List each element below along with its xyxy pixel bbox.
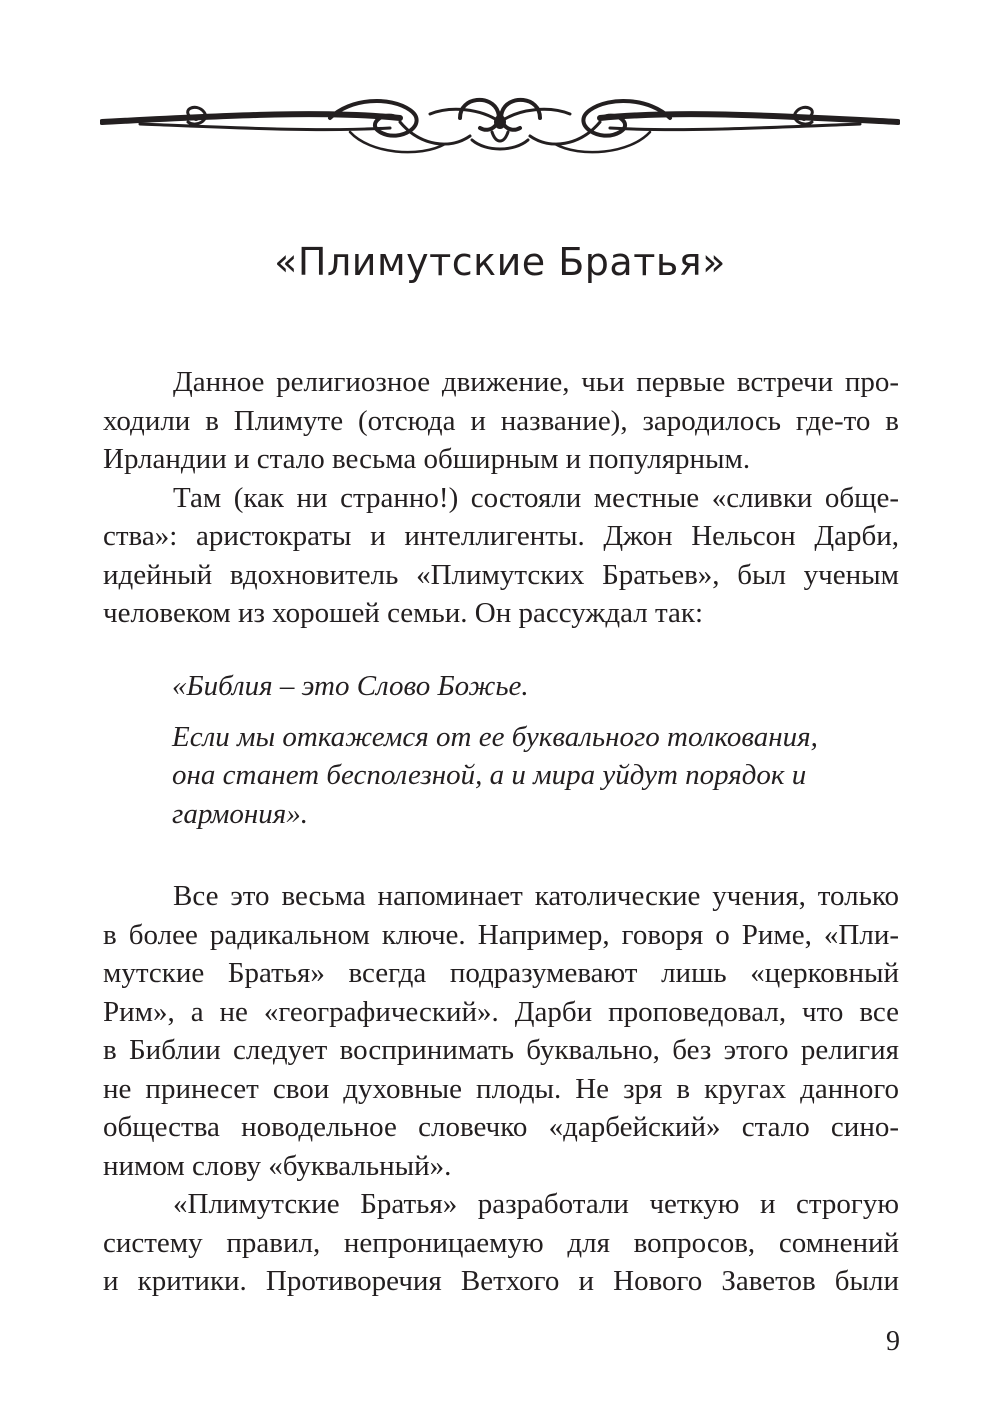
text-line: Рим», а не «географический». Дарби проповедовал, что все (103, 995, 899, 1028)
text-line: «Плимутские Братья» разработали четкую и строгую (173, 1188, 899, 1220)
paragraph (103, 1185, 899, 1301)
text-line: не принесет свои духовные плоды. Не зря в кругах данного (103, 1072, 899, 1105)
text-line: в более радикальном ключе. Например, говоря о Риме, «Пли- (103, 918, 899, 951)
paragraph (103, 363, 899, 479)
text-line: идейный вдохновитель «Плимутских Братьев», был ученым (103, 558, 899, 591)
text-line: общества новодельное словечко «дарбейский» стало сино- (103, 1111, 899, 1143)
quote-line: гармония». (172, 797, 308, 830)
text-line: и критики. Противоречия Ветхого и Нового Заветов были (103, 1265, 899, 1297)
text-line: Там (как ни странно!) состояли местные «сливки обще- (173, 481, 899, 514)
chapter-title: «Плимутские Братья» (274, 240, 726, 284)
text-line: ства»: аристократы и интеллигенты. Джон Нельсон Дарби, (103, 520, 899, 552)
paragraph (103, 479, 899, 633)
body-text-block-1 (103, 363, 899, 633)
text-line: в Библии следует воспринимать буквально, без этого религия (103, 1034, 899, 1066)
text-line: нимом слову «буквальный». (103, 1149, 452, 1182)
quote-block (172, 667, 872, 833)
page-number: 9 (886, 1326, 900, 1357)
quote-line: «Библия – это Слово Божье. (172, 670, 529, 702)
text-line: Данное религиозное движение, чьи первые встречи про- (173, 366, 899, 398)
text-line: ходили в Плимуте (отсюда и название), зародилось где-то в (103, 404, 899, 437)
text-line: мутские Братья» всегда подразумевают лишь «церковный (103, 957, 899, 989)
paragraph (103, 877, 899, 1185)
text-line: систему правил, непроницаемую для вопросов, сомнений (103, 1226, 899, 1259)
text-line: Все это весьма напоминает католические учения, только (173, 880, 899, 912)
text-line: человеком из хорошей семьи. Он рассуждал так: (103, 597, 704, 629)
body-text-block-2 (103, 877, 899, 1301)
text-line: Ирландии и стало весьма обширным и популярным. (103, 443, 751, 475)
decorative-flourish-ornament (100, 88, 900, 164)
quote-line: она станет бесполезной, а и мира уйдут порядок и (172, 759, 807, 791)
quote-line: Если мы откажемся от ее буквального толкования, (172, 720, 818, 753)
